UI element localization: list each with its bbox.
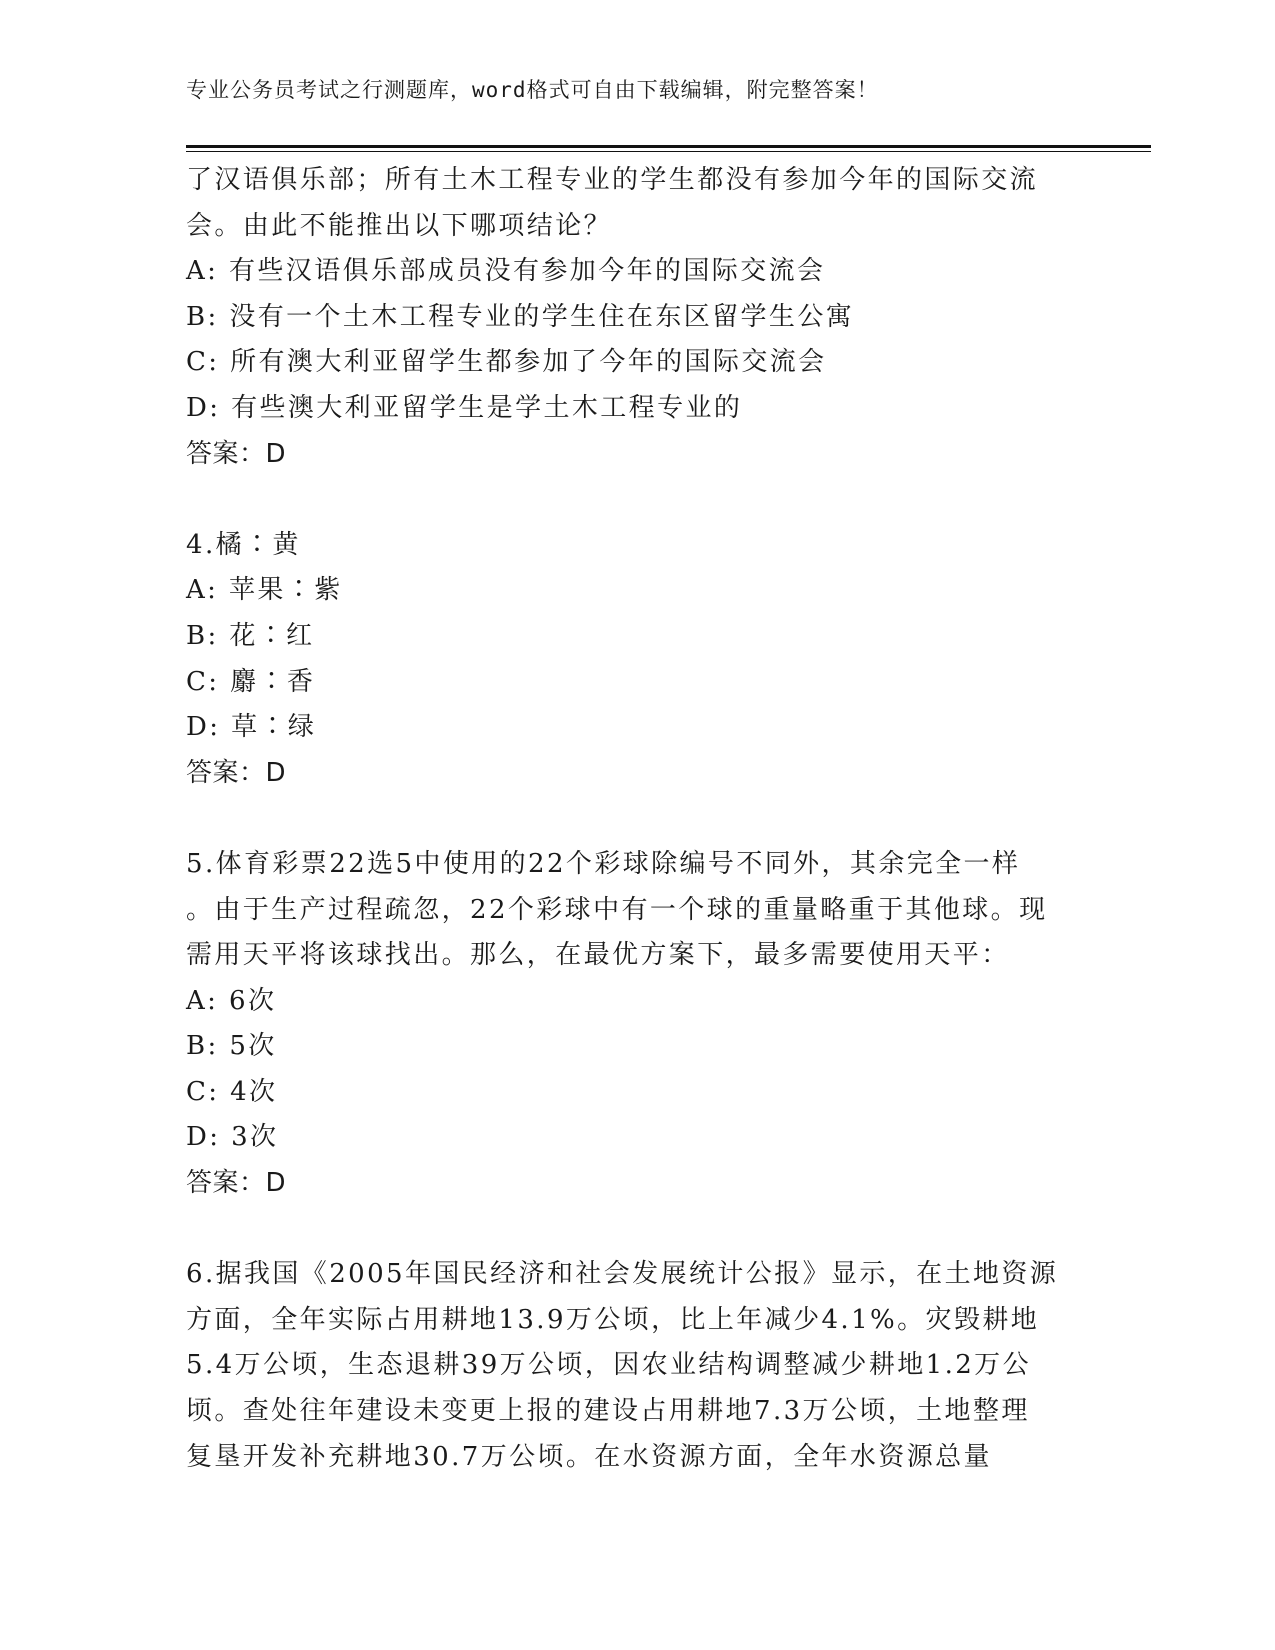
- option-b: B: 没有一个土木工程专业的学生住在东区留学生公寓: [186, 301, 855, 332]
- option-a: A: 有些汉语俱乐部成员没有参加今年的国际交流会: [186, 256, 826, 287]
- header-rule-thick: [186, 145, 1151, 148]
- answer: 答案：D: [186, 438, 287, 469]
- answer: 答案：D: [186, 757, 287, 788]
- option-c: C: 麝∶香: [186, 666, 316, 697]
- option-d: D: 草∶绿: [186, 712, 317, 743]
- option-c: C: 所有澳大利亚留学生都参加了今年的国际交流会: [186, 347, 827, 378]
- question-3: [186, 158, 1086, 477]
- question-stem-line: 。由于生产过程疏忽，22个彩球中有一个球的重量略重于其他球。现: [186, 894, 1048, 925]
- answer: 答案：D: [186, 1168, 287, 1199]
- option-c: C: 4次: [186, 1076, 278, 1107]
- question-6: [186, 1252, 1086, 1480]
- header-rule-thin: [186, 151, 1151, 152]
- page-header: 专业公务员考试之行测题库，word格式可自由下载编辑，附完整答案！: [186, 78, 879, 102]
- option-d: D: 有些澳大利亚留学生是学土木工程专业的: [186, 392, 743, 423]
- option-a: A: 苹果∶紫: [186, 575, 343, 606]
- question-stem-line: 5.4万公顷，生态退耕39万公顷，因农业结构调整减少耕地1.2万公: [186, 1350, 1031, 1381]
- question-stem-line: 5.体育彩票22选5中使用的22个彩球除编号不同外，其余完全一样: [186, 848, 1021, 879]
- question-stem-line: 4.橘∶黄: [186, 529, 301, 560]
- question-stem-line: 复垦开发补充耕地30.7万公顷。在水资源方面，全年水资源总量: [186, 1441, 992, 1472]
- question-5: [186, 842, 1086, 1207]
- question-stem-line: 6.据我国《2005年国民经济和社会发展统计公报》显示，在土地资源: [186, 1259, 1059, 1290]
- option-b: B: 5次: [186, 1031, 277, 1062]
- spacer: [186, 796, 1086, 842]
- option-d: D: 3次: [186, 1122, 279, 1153]
- question-content: [186, 158, 1086, 1480]
- question-stem-line: 需用天平将该球找出。那么，在最优方案下，最多需要使用天平：: [186, 940, 1010, 971]
- spacer: [186, 1207, 1086, 1253]
- question-stem-line: 会。由此不能推出以下哪项结论？: [186, 210, 613, 241]
- question-stem-line: 了汉语俱乐部；所有土木工程专业的学生都没有参加今年的国际交流: [186, 165, 1039, 195]
- option-b: B: 花∶红: [186, 620, 315, 651]
- spacer: [186, 477, 1086, 523]
- question-4: [186, 523, 1086, 797]
- option-a: A: 6次: [186, 985, 277, 1016]
- question-stem-line: 方面，全年实际占用耕地13.9万公顷，比上年减少4.1%。灾毁耕地: [186, 1304, 1040, 1335]
- question-stem-line: 顷。查处往年建设未变更上报的建设占用耕地7.3万公顷，土地整理: [186, 1396, 1030, 1427]
